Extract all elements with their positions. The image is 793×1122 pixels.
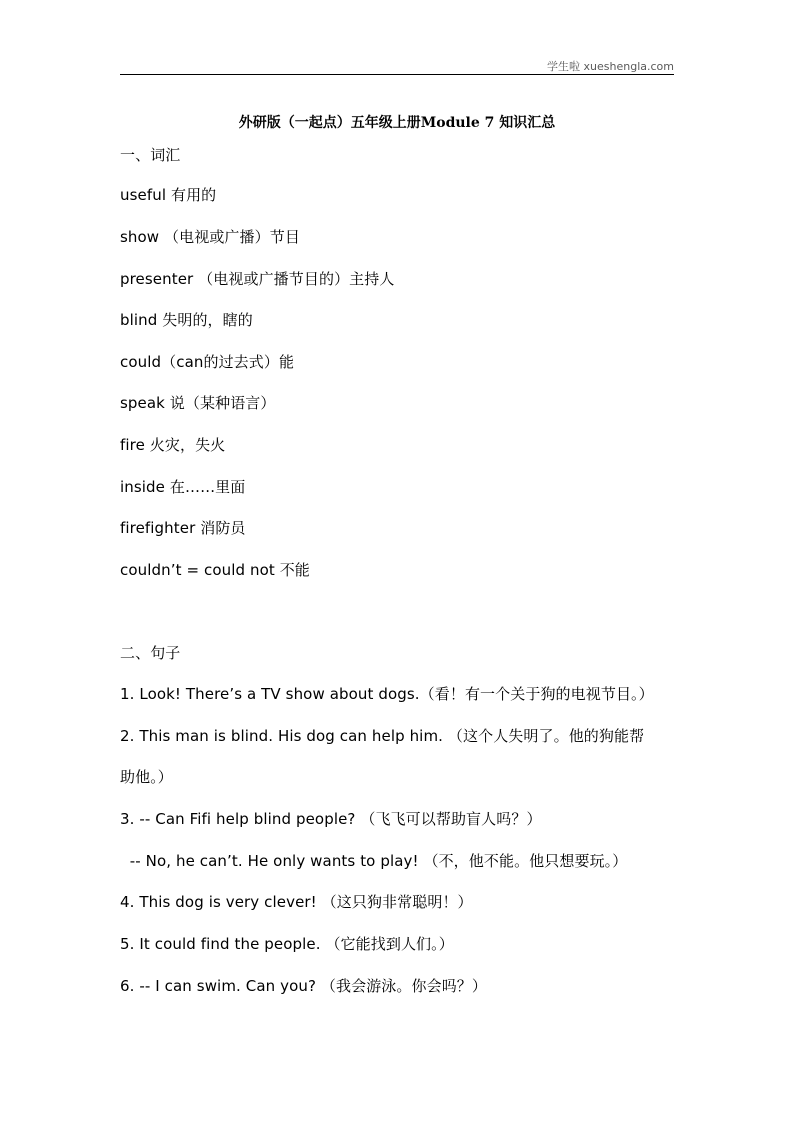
vocab-item: show （电视或广播）节目 [120, 228, 300, 246]
sentence-line: 2. This man is blind. His dog can help him. （这个人失明了。他的狗能帮 [120, 727, 645, 745]
sentence-line: 助他。） [120, 768, 173, 786]
document-title: 外研版（一起点）五年级上册Module 7 知识汇总 [238, 115, 556, 131]
sentence-line: 6. -- I can swim. Can you? （我会游泳。你会吗？） [120, 977, 488, 995]
header-site-label: 学生啦 xueshengla.com [547, 60, 674, 73]
sentences-section-heading: 二、句子 [120, 644, 181, 662]
vocab-item: firefighter 消防员 [120, 519, 246, 537]
sentence-line: 3. -- Can Fifi help blind people? （飞飞可以帮助盲人吗？） [120, 810, 542, 828]
vocab-item: speak 说（某种语言） [120, 394, 276, 412]
vocab-item: presenter （电视或广播节目的）主持人 [120, 270, 395, 288]
vocab-item: fire 火灾，失火 [120, 436, 226, 454]
vocab-item: useful 有用的 [120, 186, 217, 204]
sentence-line: 4. This dog is very clever! （这只狗非常聪明！） [120, 893, 473, 911]
vocab-item: inside 在……里面 [120, 478, 246, 496]
sentence-line: 1. Look! There’s a TV show about dogs.（看！有一个关于狗的电视节目。） [120, 685, 654, 703]
page-header [120, 58, 674, 75]
vocab-section-heading: 一、词汇 [120, 146, 181, 164]
vocab-item: blind 失明的，瞎的 [120, 311, 253, 329]
vocab-item: could（can的过去式）能 [120, 353, 295, 371]
vocab-item: couldn’t = could not 不能 [120, 561, 310, 579]
sentence-line: 5. It could find the people. （它能找到人们。） [120, 935, 454, 953]
sentence-line: -- No, he can’t. He only wants to play! （不，他不能。他只想要玩。） [120, 852, 628, 870]
